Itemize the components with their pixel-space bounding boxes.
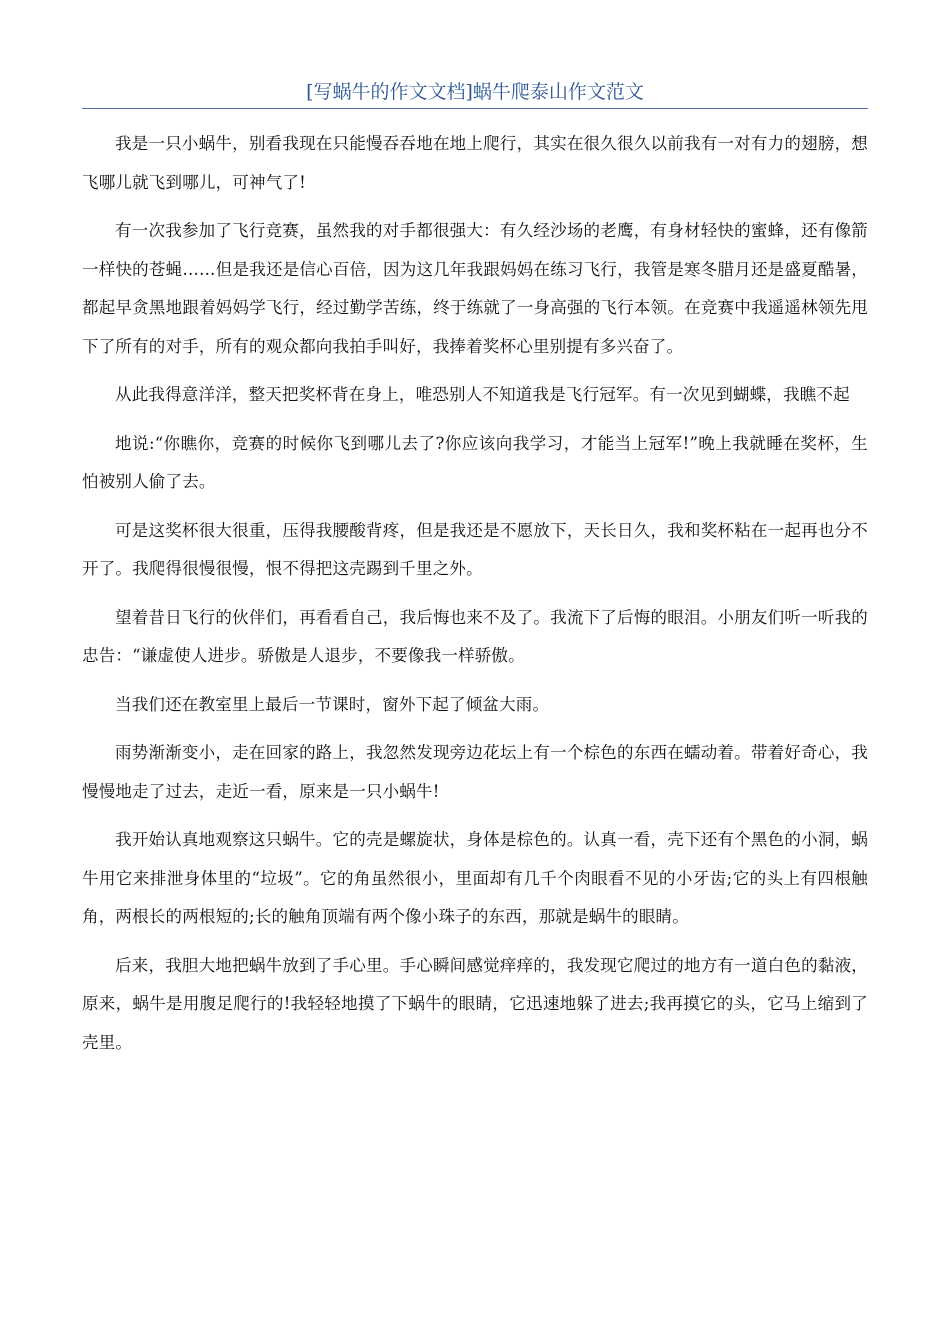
paragraph: 当我们还在教室里上最后一节课时，窗外下起了倾盆大雨。 <box>115 694 550 714</box>
paragraph: 有一次我参加了飞行竞赛，虽然我的对手都很强大：有久经沙场的老鹰，有身材轻快的蜜蜂，还有像箭一样快的苍蝇……但是我还是信心百倍，因为这几年我跟妈妈在练习飞行，我管是寒冬腊月还是盛夏酷暑，都起早贪黑地跟着妈妈学飞行，经过勤学苦练，终于练就了一身高强的飞行本领。在竞赛中我遥遥林领先甩下了所有的对手，所有的观众都向我拍手叫好，我捧着奖杯心里别提有多兴奋了。 <box>82 221 868 356</box>
paragraph: 可是这奖杯很大很重，压得我腰酸背疼，但是我还是不愿放下，天长日久，我和奖杯粘在一起再也分不开了。我爬得很慢很慢，恨不得把这壳踢到千里之外。 <box>82 520 868 578</box>
paragraph: 我开始认真地观察这只蜗牛。它的壳是螺旋状，身体是棕色的。认真一看，壳下还有个黑色的小洞，蜗牛用它来排泄身体里的“垃圾”。它的角虽然很小，里面却有几千个肉眼看不见的小牙齿;它的头上有四根触角，两根长的两根短的;长的触角顶端有两个像小珠子的东西，那就是蜗牛的眼睛。 <box>82 830 868 926</box>
page-header <box>82 78 868 109</box>
paragraph: 望着昔日飞行的伙伴们，再看看自己，我后悔也来不及了。我流下了后悔的眼泪。小朋友们听一听我的忠告：“谦虚使人进步。骄傲是人退步，不要像我一样骄傲。 <box>82 607 868 665</box>
document-body <box>82 125 868 1062</box>
paragraph: 后来，我胆大地把蜗牛放到了手心里。手心瞬间感觉痒痒的，我发现它爬过的地方有一道白色的黏液，原来，蜗牛是用腹足爬行的!我轻轻地摸了下蜗牛的眼睛，它迅速地躲了进去;我再摸它的头，它马上缩到了壳里。 <box>82 955 868 1052</box>
header-title: [写蜗牛的作文文档]蜗牛爬泰山作文范文 <box>306 81 644 103</box>
document-page <box>82 78 868 1072</box>
paragraph: 我是一只小蜗牛，别看我现在只能慢吞吞地在地上爬行，其实在很久很久以前我有一对有力的翅膀，想飞哪儿就飞到哪儿，可神气了! <box>82 134 868 192</box>
paragraph: 从此我得意洋洋，整天把奖杯背在身上，唯恐别人不知道我是飞行冠军。有一次见到蝴蝶，我瞧不起 <box>115 385 850 404</box>
paragraph: 雨势渐渐变小，走在回家的路上，我忽然发现旁边花坛上有一个棕色的东西在蠕动着。带着好奇心，我慢慢地走了过去，走近一看，原来是一只小蜗牛! <box>82 743 868 801</box>
paragraph: 地说:“你瞧你，竞赛的时候你飞到哪儿去了?你应该向我学习，才能当上冠军!”晚上我就睡在奖杯，生怕被别人偷了去。 <box>82 433 868 491</box>
